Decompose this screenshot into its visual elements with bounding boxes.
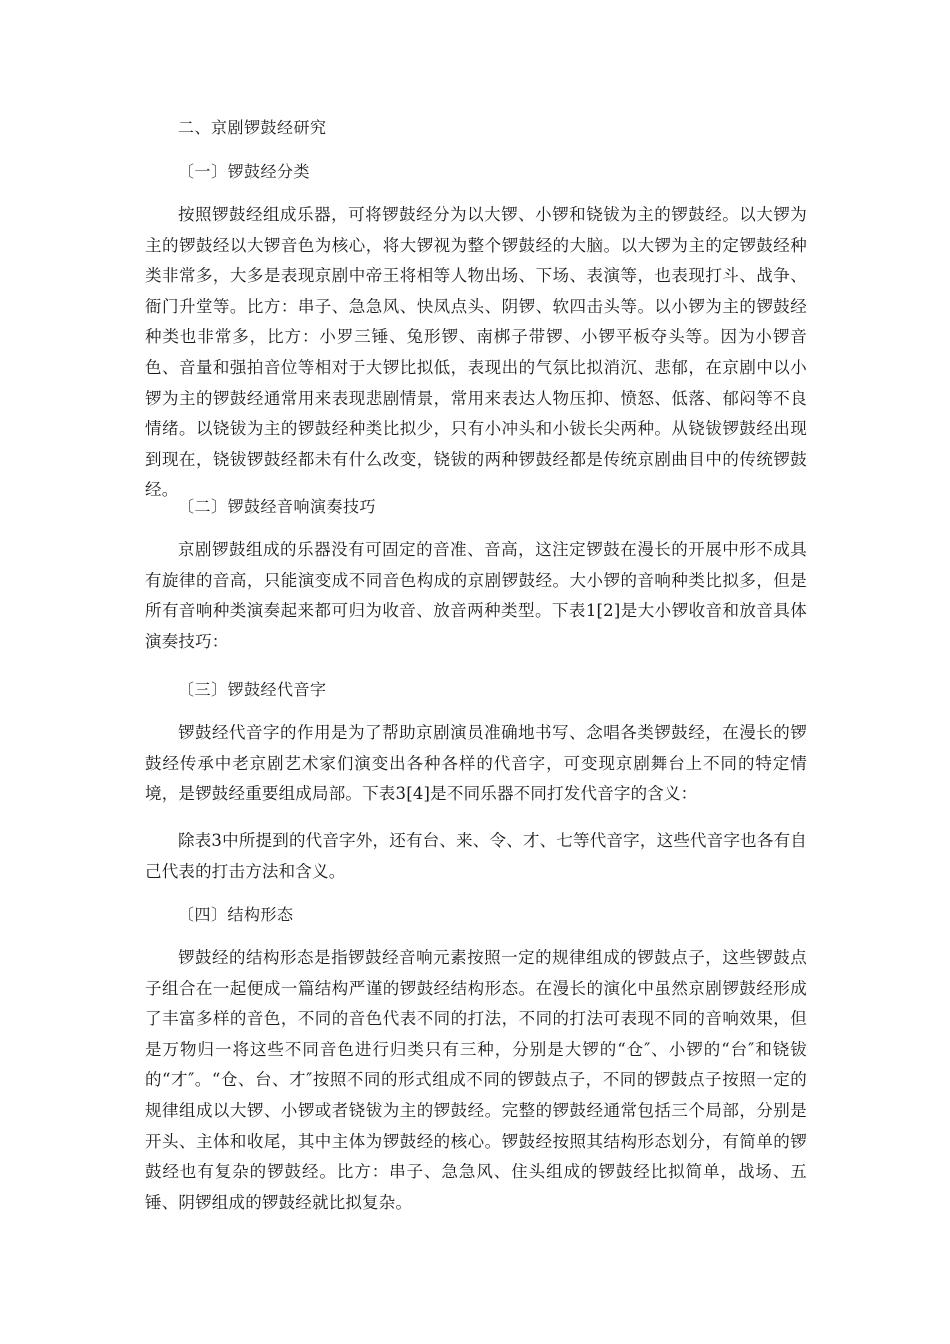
section-title: 二、京剧锣鼓经研究 [178,118,327,137]
subsection-heading-4: 〔四〕结构形态 [178,905,294,924]
subsection-heading-3: 〔三〕锣鼓经代音字 [178,680,327,699]
paragraph-classification: 按照锣鼓经组成乐器，可将锣鼓经分为以大锣、小锣和铙钹为主的锣鼓经。以大锣为主的锣鼓经以大锣音色为核心，将大锣视为整个锣鼓经的大脑。以大锣为主的定锣鼓经种类非常多，大多是表现京剧中帝王将相等人物出场、下场、表演等，也表现打斗、战争、衙门升堂等。比方：串子、急急风、快凤点头、阴锣、软四击头等。以小锣为主的锣鼓经种类也非常多，比方：小罗三锤、兔形锣、南梆子带锣、小锣平板夺头等。因为小锣音色、音量和强拍音位等相对于大锣比拟低，表现出的气氛比拟消沉、悲郁，在京剧中以小锣为主的锣鼓经通常用来表现悲剧情景，常用来表达人物压抑、愤怒、低落、郁闷等不良情绪。以铙钹为主的锣鼓经种类比拟少，只有小冲头和小钹长尖两种。从铙钹锣鼓经出现到现在，铙钹锣鼓经都未有什么改变，铙钹的两种锣鼓经都是传统京剧曲目中的传统锣鼓经。 [145,205,807,500]
subsection-heading-2: 〔二〕锣鼓经音响演奏技巧 [178,497,377,516]
paragraph-performance-technique: 京剧锣鼓组成的乐器没有可固定的音准、音高，这注定锣鼓在漫长的开展中形不成具有旋律的音高，只能演变成不同音色构成的京剧锣鼓经。大小锣的音响种类比拟多，但是所有音响种类演奏起来都可归为收音、放音两种类型。下表1[2]是大小锣收音和放音具体演奏技巧： [145,540,807,651]
paragraph-other-characters: 除表3中所提到的代音字外，还有台、来、令、才、七等代音字，这些代音字也各有自己代表的打击方法和含义。 [145,831,807,881]
paragraph-structure: 锣鼓经的结构形态是指锣鼓经音响元素按照一定的规律组成的锣鼓点子，这些锣鼓点子组合在一起便成一篇结构严谨的锣鼓经结构形态。在漫长的演化中虽然京剧锣鼓经形成了丰富多样的音色，不同的音色代表不同的打法，不同的打法可表现不同的音响效果，但是万物归一将这些不同音色进行归类只有三种，分别是大锣的“仓″、小锣的“台″和铙钹的“才″。“仓、台、才″按照不同的形式组成不同的锣鼓点子，不同的锣鼓点子按照一定的规律组成以大锣、小锣或者铙钹为主的锣鼓经。完整的锣鼓经通常包括三个局部，分别是开头、主体和收尾，其中主体为锣鼓经的核心。锣鼓经按照其结构形态划分，有简单的锣鼓经也有复杂的锣鼓经。比方：串子、急急风、住头组成的锣鼓经比拟简单，战场、五锤、阴锣组成的锣鼓经就比拟复杂。 [145,948,807,1212]
subsection-heading-1: 〔一〕锣鼓经分类 [178,162,311,181]
paragraph-sound-characters: 锣鼓经代音字的作用是为了帮助京剧演员准确地书写、念唱各类锣鼓经，在漫长的锣鼓经传承中老京剧艺术家们演变出各种各样的代音字，可变现京剧舞台上不同的特定情境，是锣鼓经重要组成局部。下表3[4]是不同乐器不同打发代音字的含义： [145,723,807,804]
